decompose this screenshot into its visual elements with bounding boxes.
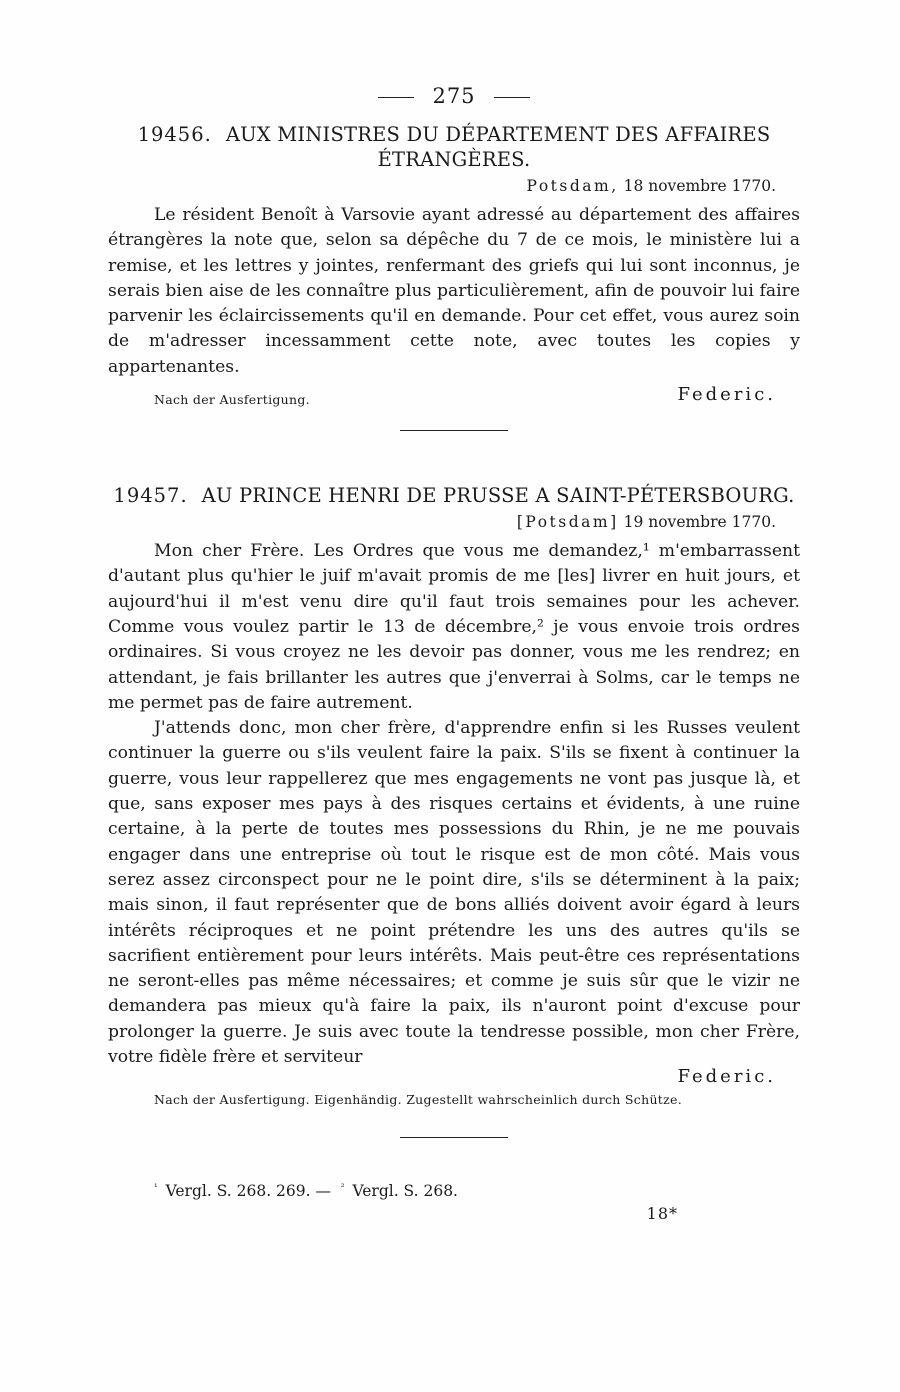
dash-right	[494, 97, 530, 98]
letter-heading	[108, 483, 800, 508]
place: Potsdam,	[526, 177, 619, 195]
page-number: 275	[432, 84, 476, 108]
page	[108, 84, 800, 1223]
letter-title: AU PRINCE HENRI DE PRUSSE A SAINT-PÉTERSBOURG.	[201, 484, 795, 508]
footnote-2: Vergl. S. 268.	[352, 1182, 458, 1201]
date: 19 novembre 1770.	[623, 513, 776, 532]
letter-number: 19456.	[137, 123, 212, 146]
sheet-signature-mark: 18*	[646, 1204, 678, 1224]
dateline	[108, 175, 800, 197]
dateline	[108, 511, 800, 533]
footnotes	[108, 1182, 800, 1200]
letter-19456	[108, 122, 800, 410]
place: [Potsdam]	[516, 513, 619, 532]
dash-left	[378, 97, 414, 98]
signature: Federic.	[677, 384, 776, 406]
signature-row	[108, 384, 800, 410]
section-divider	[400, 1137, 508, 1138]
paragraph: Mon cher Frère. Les Ordres que vous me demandez,¹ m'embarrassent d'autant plus qu'hier le juif m'avait promis de me [les] livrer en huit jours, et aujourd'hui il m'est venu dire qu'il faut trois semaines pour les achever. Comme vous voulez partir le 13 de décembre,² je vous envoie trois ordres ordinaires. Si vous croyez ne les devoir pas donner, vous me les rendrez; en attendant, je fais brillanter les autres que j'enverrai à Solms, car le temps ne me permet pas de faire autrement.	[108, 541, 800, 713]
source-note: Nach der Ausfertigung.	[154, 392, 310, 408]
letter-title: AUX MINISTRES DU DÉPARTEMENT DES AFFAIRES ÉTRANGÈRES.	[225, 123, 771, 171]
footnote-mark: ²	[340, 1183, 345, 1194]
letter-19457	[108, 483, 800, 1107]
source-note: Nach der Ausfertigung. Eigenhändig. Zugestellt wahrscheinlich durch Schütze.	[154, 1092, 682, 1108]
signature: Federic.	[677, 1066, 776, 1088]
letter-body	[108, 203, 800, 380]
footnote-mark: ¹	[154, 1183, 158, 1194]
letter-heading	[108, 122, 800, 172]
paragraph: J'attends donc, mon cher frère, d'apprendre enfin si les Russes veulent continuer la guerre ou s'ils veulent faire la paix. S'ils se fixent à continuer la guerre, vous leur rappellerez que mes engagements ne vont pas jusque là, et que, sans exposer mes pays à des risques certains et évidents, à une ruine certaine, à la perte de toutes mes possessions du Rhin, je ne me pouvais engager dans une entreprise où tout le risque est de mon côté. Mais vous serez assez circonspect pour ne le point dire, s'ils se déterminent à la paix; mais sinon, il faut représenter que de bons alliés doivent avoir égard à leurs intérêts réciproques et ne point prétendre les uns des autres qu'ils se sacrifient entièrement pour leurs intérêts. Mais peut-être ces représentations ne seront-elles pas même nécessaires; et comme je suis sûr que le vizir ne demandera pas mieux qu'à faire la paix, ils n'auront point d'excuse pour prolonger la guerre. Je suis avec toute la tendresse possible, mon cher Frère, votre fidèle frère et serviteur	[108, 718, 800, 1068]
page-number-line	[108, 84, 800, 108]
paragraph: Le résident Benoît à Varsovie ayant adressé au département des affaires étrangères la note que, selon sa dépêche du 7 de ce mois, le ministère lui a remise, et les lettres y jointes, renfermant des griefs qui lui sont inconnus, je serais bien aise de les connaître plus particulièrement, afin de pouvoir lui faire parvenir les éclaircissements qu'il en demande. Pour cet effet, vous aurez soin de m'adresser incessamment cette note, avec toutes les copies y appartenantes.	[108, 205, 800, 377]
date: 18 novembre 1770.	[623, 177, 776, 195]
letter-number: 19457.	[113, 484, 188, 508]
letter-body	[108, 539, 800, 1070]
footnote-1: Vergl. S. 268. 269. —	[165, 1182, 331, 1201]
